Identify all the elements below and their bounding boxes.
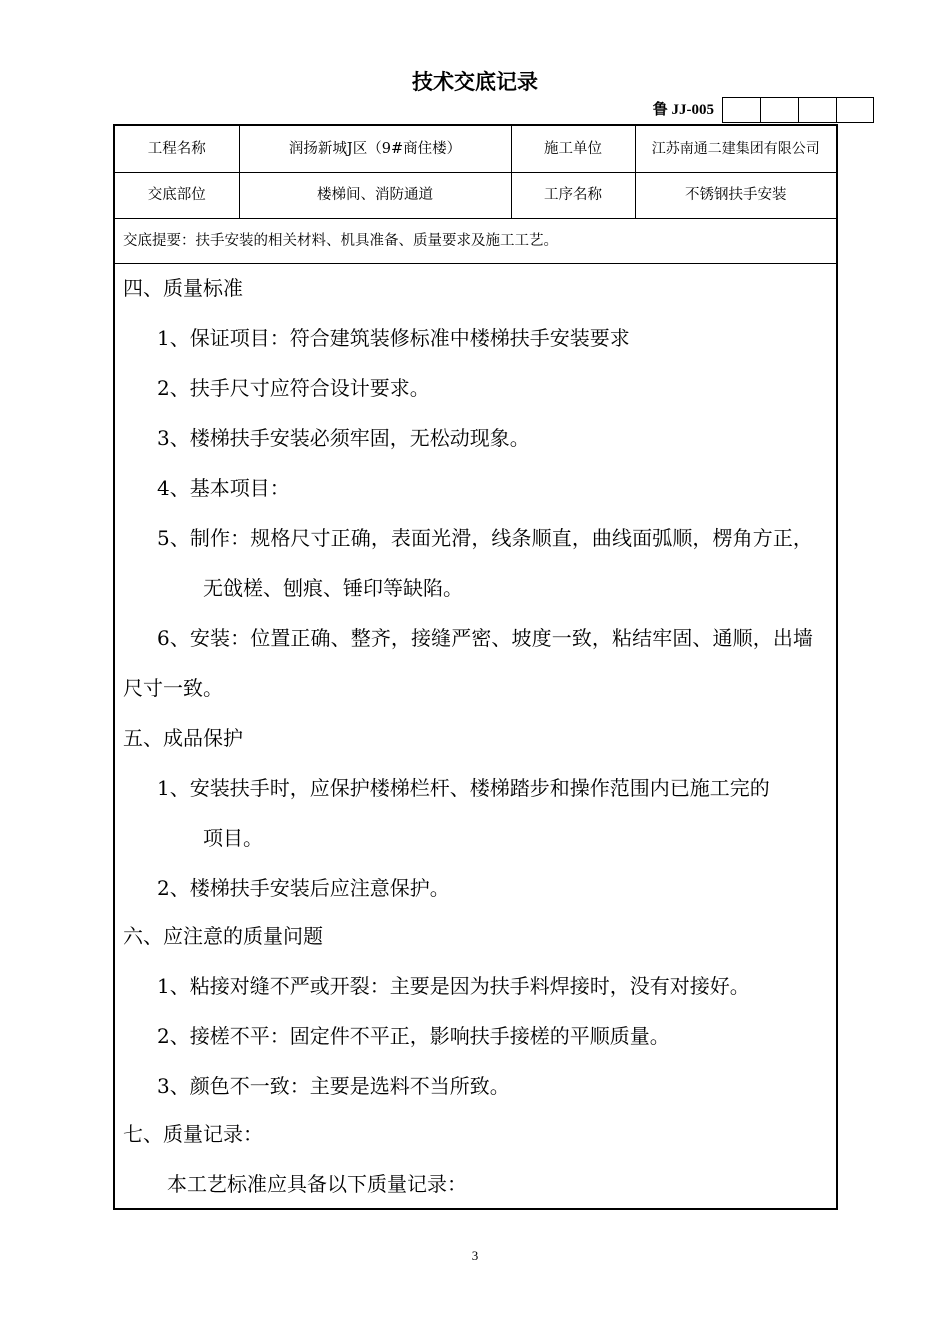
form-code: 鲁 JJ-005: [652, 102, 714, 118]
content-line: 6、安装：位置正确、整齐，接缝严密、坡度一致，粘结牢固、通顺，出墙: [157, 626, 814, 650]
content-line: 5、制作：规格尺寸正确，表面光滑，线条顺直，曲线面弧顺，楞角方正，: [157, 526, 814, 550]
content-line: 2、楼梯扶手安装后应注意保护。: [157, 876, 450, 900]
content-line: 1、粘接对缝不严或开裂：主要是因为扶手料焊接时，没有对接好。: [157, 974, 750, 998]
code-box: [836, 97, 874, 123]
content-line: 1、保证项目：符合建筑装修标准中楼梯扶手安装要求: [157, 326, 630, 350]
contractor-label: 施工单位: [511, 126, 635, 172]
content-line: 2、接槎不平：固定件不平正，影响扶手接槎的平顺质量。: [157, 1024, 670, 1048]
content-line: 1、安装扶手时，应保护楼梯栏杆、楼梯踏步和操作范围内已施工完的: [157, 776, 770, 800]
code-box: [798, 97, 836, 123]
project-name-label: 工程名称: [115, 126, 239, 172]
code-box: [760, 97, 798, 123]
summary-text: 交底提要：扶手安装的相关材料、机具准备、质量要求及施工工艺。: [115, 218, 836, 264]
header-table: [115, 126, 836, 219]
header-row: [115, 126, 836, 172]
content-line: 4、基本项目：: [157, 476, 290, 500]
header-row: [115, 172, 836, 218]
section-heading: 四、质量标准: [123, 276, 243, 300]
content-line: 3、颜色不一致：主要是选料不当所致。: [157, 1074, 510, 1098]
process-label: 工序名称: [511, 172, 635, 218]
form-code-row: [640, 97, 874, 123]
content-line: 尺寸一致。: [123, 676, 223, 700]
section-heading: 六、应注意的质量问题: [123, 924, 323, 948]
form-frame: [113, 124, 838, 1210]
content-line: 本工艺标准应具备以下质量记录：: [167, 1172, 467, 1196]
section-heading: 七、质量记录：: [123, 1122, 263, 1146]
content-line: 3、楼梯扶手安装必须牢固，无松动现象。: [157, 426, 530, 450]
content-line: 项目。: [203, 826, 263, 850]
content-line: 无戗槎、刨痕、锤印等缺陷。: [203, 576, 463, 600]
content-line: 2、扶手尺寸应符合设计要求。: [157, 376, 430, 400]
section-heading: 五、成品保护: [123, 726, 243, 750]
location-value: 楼梯间、消防通道: [239, 172, 511, 218]
process-value: 不锈钢扶手安装: [635, 172, 836, 218]
code-box: [722, 97, 760, 123]
document-title: 技术交底记录: [412, 70, 538, 94]
page-number: 3: [471, 1248, 479, 1263]
contractor-value: 江苏南通二建集团有限公司: [635, 126, 836, 172]
location-label: 交底部位: [115, 172, 239, 218]
project-name-value: 润扬新城J区（9#商住楼）: [239, 126, 511, 172]
